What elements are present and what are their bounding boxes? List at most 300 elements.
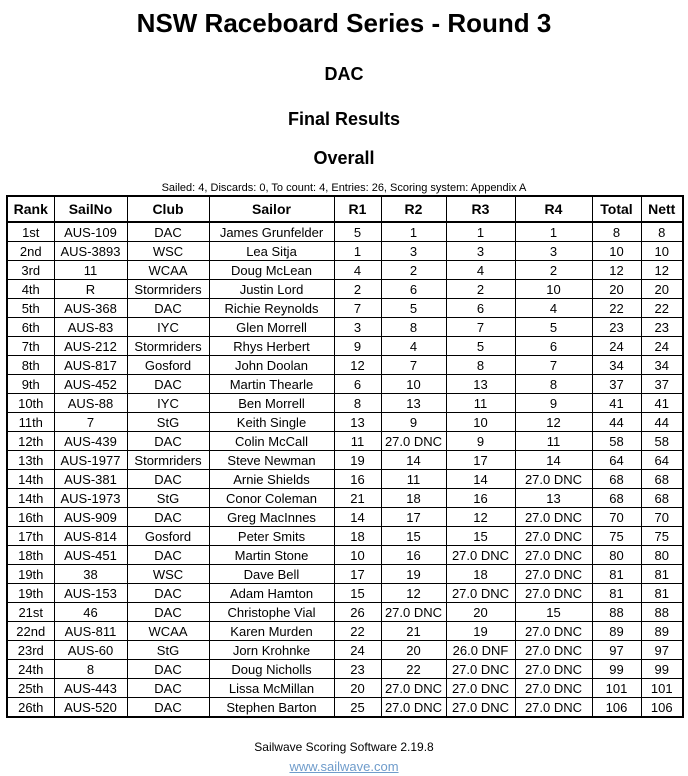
cell-sailor: Peter Smits	[209, 527, 334, 546]
table-row	[7, 318, 683, 337]
cell-r3: 27.0 DNC	[446, 584, 515, 603]
cell-club: WCAA	[127, 622, 209, 641]
cell-club: Gosford	[127, 356, 209, 375]
cell-rank: 5th	[7, 299, 54, 318]
cell-total: 22	[592, 299, 641, 318]
cell-r1: 18	[334, 527, 381, 546]
page-title: NSW Raceboard Series - Round 3	[136, 8, 552, 38]
cell-r3: 2	[446, 280, 515, 299]
cell-sailno: AUS-83	[54, 318, 127, 337]
cell-nett: 88	[641, 603, 683, 622]
cell-club: WSC	[127, 565, 209, 584]
cell-r3: 11	[446, 394, 515, 413]
cell-total: 70	[592, 508, 641, 527]
cell-r3: 6	[446, 299, 515, 318]
cell-nett: 99	[641, 660, 683, 679]
cell-sailno: 46	[54, 603, 127, 622]
cell-sailno: AUS-153	[54, 584, 127, 603]
cell-r4: 13	[515, 489, 592, 508]
cell-r1: 8	[334, 394, 381, 413]
cell-nett: 70	[641, 508, 683, 527]
cell-sailno: AUS-443	[54, 679, 127, 698]
cell-r2: 27.0 DNC	[381, 679, 446, 698]
cell-club: WCAA	[127, 261, 209, 280]
cell-nett: 89	[641, 622, 683, 641]
cell-total: 34	[592, 356, 641, 375]
cell-r2: 27.0 DNC	[381, 698, 446, 718]
table-row	[7, 261, 683, 280]
table-row	[7, 546, 683, 565]
cell-club: Stormriders	[127, 451, 209, 470]
cell-club: DAC	[127, 584, 209, 603]
cell-sailno: 11	[54, 261, 127, 280]
table-row	[7, 622, 683, 641]
cell-sailno: AUS-212	[54, 337, 127, 356]
cell-r2: 27.0 DNC	[381, 603, 446, 622]
cell-total: 89	[592, 622, 641, 641]
cell-total: 88	[592, 603, 641, 622]
column-header-r2: R2	[381, 196, 446, 222]
cell-r4: 10	[515, 280, 592, 299]
cell-r4: 27.0 DNC	[515, 508, 592, 527]
cell-club: Gosford	[127, 527, 209, 546]
cell-club: DAC	[127, 603, 209, 622]
cell-r4: 2	[515, 261, 592, 280]
cell-r1: 23	[334, 660, 381, 679]
cell-r1: 14	[334, 508, 381, 527]
cell-r4: 27.0 DNC	[515, 527, 592, 546]
cell-club: StG	[127, 489, 209, 508]
cell-sailor: Doug Nicholls	[209, 660, 334, 679]
cell-r1: 4	[334, 261, 381, 280]
cell-nett: 20	[641, 280, 683, 299]
table-row	[7, 565, 683, 584]
cell-sailno: AUS-1977	[54, 451, 127, 470]
cell-rank: 13th	[7, 451, 54, 470]
cell-sailor: John Doolan	[209, 356, 334, 375]
cell-r3: 5	[446, 337, 515, 356]
cell-r2: 16	[381, 546, 446, 565]
cell-sailor: Richie Reynolds	[209, 299, 334, 318]
cell-club: IYC	[127, 318, 209, 337]
cell-r1: 6	[334, 375, 381, 394]
cell-sailor: Christophe Vial	[209, 603, 334, 622]
cell-r3: 27.0 DNC	[446, 679, 515, 698]
cell-sailor: Lea Sitja	[209, 242, 334, 261]
cell-total: 44	[592, 413, 641, 432]
results-table-header-row	[7, 196, 683, 222]
cell-r4: 27.0 DNC	[515, 679, 592, 698]
cell-r2: 18	[381, 489, 446, 508]
cell-sailor: Karen Murden	[209, 622, 334, 641]
cell-r1: 25	[334, 698, 381, 718]
cell-rank: 2nd	[7, 242, 54, 261]
cell-sailno: 8	[54, 660, 127, 679]
cell-r1: 26	[334, 603, 381, 622]
cell-rank: 6th	[7, 318, 54, 337]
cell-r1: 7	[334, 299, 381, 318]
cell-rank: 11th	[7, 413, 54, 432]
cell-nett: 106	[641, 698, 683, 718]
table-row	[7, 451, 683, 470]
cell-r4: 14	[515, 451, 592, 470]
cell-club: DAC	[127, 375, 209, 394]
cell-rank: 22nd	[7, 622, 54, 641]
cell-nett: 64	[641, 451, 683, 470]
cell-nett: 24	[641, 337, 683, 356]
table-row	[7, 413, 683, 432]
page-footer	[0, 740, 688, 776]
cell-r2: 5	[381, 299, 446, 318]
column-header-r1: R1	[334, 196, 381, 222]
cell-r4: 27.0 DNC	[515, 660, 592, 679]
cell-nett: 12	[641, 261, 683, 280]
cell-r1: 11	[334, 432, 381, 451]
cell-r4: 1	[515, 222, 592, 242]
cell-rank: 7th	[7, 337, 54, 356]
cell-total: 68	[592, 470, 641, 489]
cell-sailno: AUS-88	[54, 394, 127, 413]
cell-r3: 9	[446, 432, 515, 451]
cell-r4: 4	[515, 299, 592, 318]
cell-sailor: Martin Stone	[209, 546, 334, 565]
cell-r3: 27.0 DNC	[446, 546, 515, 565]
cell-r3: 27.0 DNC	[446, 698, 515, 718]
cell-sailno: AUS-1973	[54, 489, 127, 508]
cell-rank: 26th	[7, 698, 54, 718]
cell-club: Stormriders	[127, 280, 209, 299]
cell-r3: 4	[446, 261, 515, 280]
table-row	[7, 432, 683, 451]
cell-sailor: Steve Newman	[209, 451, 334, 470]
cell-r2: 2	[381, 261, 446, 280]
cell-total: 75	[592, 527, 641, 546]
cell-club: DAC	[127, 679, 209, 698]
table-row	[7, 527, 683, 546]
cell-r3: 16	[446, 489, 515, 508]
cell-r1: 12	[334, 356, 381, 375]
cell-total: 97	[592, 641, 641, 660]
cell-total: 106	[592, 698, 641, 718]
cell-club: DAC	[127, 698, 209, 718]
series-summary: Sailed: 4, Discards: 0, To count: 4, Entries: 26, Scoring system: Appendix A	[161, 182, 527, 194]
event-name: DAC	[324, 64, 364, 84]
cell-club: Stormriders	[127, 337, 209, 356]
cell-r3: 27.0 DNC	[446, 660, 515, 679]
cell-sailor: Lissa McMillan	[209, 679, 334, 698]
cell-nett: 81	[641, 584, 683, 603]
cell-total: 24	[592, 337, 641, 356]
cell-club: DAC	[127, 660, 209, 679]
cell-r1: 1	[334, 242, 381, 261]
table-row	[7, 299, 683, 318]
cell-total: 37	[592, 375, 641, 394]
table-row	[7, 394, 683, 413]
cell-sailno: R	[54, 280, 127, 299]
cell-r2: 27.0 DNC	[381, 432, 446, 451]
cell-sailno: AUS-439	[54, 432, 127, 451]
results-table-body	[7, 222, 683, 717]
cell-club: DAC	[127, 546, 209, 565]
cell-total: 68	[592, 489, 641, 508]
cell-rank: 4th	[7, 280, 54, 299]
cell-r4: 27.0 DNC	[515, 565, 592, 584]
cell-r2: 22	[381, 660, 446, 679]
cell-r4: 11	[515, 432, 592, 451]
cell-nett: 44	[641, 413, 683, 432]
cell-r2: 20	[381, 641, 446, 660]
cell-r4: 27.0 DNC	[515, 698, 592, 718]
cell-r1: 15	[334, 584, 381, 603]
cell-r3: 7	[446, 318, 515, 337]
cell-rank: 23rd	[7, 641, 54, 660]
cell-r4: 27.0 DNC	[515, 470, 592, 489]
cell-sailor: Jorn Krohnke	[209, 641, 334, 660]
cell-sailno: AUS-909	[54, 508, 127, 527]
cell-total: 64	[592, 451, 641, 470]
cell-r4: 15	[515, 603, 592, 622]
cell-nett: 37	[641, 375, 683, 394]
table-row	[7, 470, 683, 489]
column-header-r4: R4	[515, 196, 592, 222]
cell-sailor: Rhys Herbert	[209, 337, 334, 356]
table-row	[7, 280, 683, 299]
column-header-rank: Rank	[7, 196, 54, 222]
cell-r1: 10	[334, 546, 381, 565]
column-header-club: Club	[127, 196, 209, 222]
cell-total: 101	[592, 679, 641, 698]
cell-sailor: Martin Thearle	[209, 375, 334, 394]
cell-club: DAC	[127, 470, 209, 489]
cell-r4: 27.0 DNC	[515, 622, 592, 641]
cell-total: 81	[592, 584, 641, 603]
table-row	[7, 242, 683, 261]
cell-nett: 97	[641, 641, 683, 660]
cell-r4: 27.0 DNC	[515, 584, 592, 603]
cell-r4: 9	[515, 394, 592, 413]
cell-r1: 22	[334, 622, 381, 641]
cell-r1: 9	[334, 337, 381, 356]
cell-rank: 9th	[7, 375, 54, 394]
cell-r3: 8	[446, 356, 515, 375]
cell-sailno: AUS-452	[54, 375, 127, 394]
cell-rank: 8th	[7, 356, 54, 375]
cell-r2: 21	[381, 622, 446, 641]
column-header-total: Total	[592, 196, 641, 222]
cell-club: DAC	[127, 222, 209, 242]
cell-club: DAC	[127, 299, 209, 318]
cell-r3: 17	[446, 451, 515, 470]
cell-nett: 22	[641, 299, 683, 318]
cell-total: 8	[592, 222, 641, 242]
cell-r2: 17	[381, 508, 446, 527]
cell-rank: 14th	[7, 470, 54, 489]
cell-r3: 18	[446, 565, 515, 584]
cell-club: StG	[127, 641, 209, 660]
table-row	[7, 356, 683, 375]
cell-r2: 4	[381, 337, 446, 356]
cell-r2: 12	[381, 584, 446, 603]
cell-sailno: AUS-60	[54, 641, 127, 660]
cell-rank: 12th	[7, 432, 54, 451]
cell-rank: 3rd	[7, 261, 54, 280]
cell-r2: 9	[381, 413, 446, 432]
cell-sailor: Greg MacInnes	[209, 508, 334, 527]
cell-club: WSC	[127, 242, 209, 261]
cell-r1: 13	[334, 413, 381, 432]
cell-total: 10	[592, 242, 641, 261]
cell-nett: 8	[641, 222, 683, 242]
cell-r2: 6	[381, 280, 446, 299]
cell-r4: 27.0 DNC	[515, 641, 592, 660]
table-row	[7, 660, 683, 679]
cell-sailno: AUS-817	[54, 356, 127, 375]
cell-sailor: Dave Bell	[209, 565, 334, 584]
cell-r2: 14	[381, 451, 446, 470]
cell-rank: 19th	[7, 584, 54, 603]
cell-r4: 5	[515, 318, 592, 337]
cell-r3: 20	[446, 603, 515, 622]
cell-sailor: Colin McCall	[209, 432, 334, 451]
cell-rank: 19th	[7, 565, 54, 584]
cell-r4: 7	[515, 356, 592, 375]
table-row	[7, 489, 683, 508]
cell-r1: 16	[334, 470, 381, 489]
table-row	[7, 508, 683, 527]
cell-sailno: AUS-368	[54, 299, 127, 318]
cell-r3: 19	[446, 622, 515, 641]
cell-total: 20	[592, 280, 641, 299]
cell-r1: 2	[334, 280, 381, 299]
cell-club: StG	[127, 413, 209, 432]
cell-nett: 75	[641, 527, 683, 546]
cell-r2: 19	[381, 565, 446, 584]
cell-nett: 10	[641, 242, 683, 261]
cell-sailor: Arnie Shields	[209, 470, 334, 489]
cell-r1: 5	[334, 222, 381, 242]
cell-sailor: Keith Single	[209, 413, 334, 432]
cell-r2: 1	[381, 222, 446, 242]
cell-r3: 12	[446, 508, 515, 527]
cell-nett: 68	[641, 489, 683, 508]
cell-total: 99	[592, 660, 641, 679]
cell-rank: 14th	[7, 489, 54, 508]
cell-sailno: 7	[54, 413, 127, 432]
cell-sailno: AUS-109	[54, 222, 127, 242]
cell-r2: 11	[381, 470, 446, 489]
cell-club: IYC	[127, 394, 209, 413]
cell-sailno: AUS-811	[54, 622, 127, 641]
cell-r3: 1	[446, 222, 515, 242]
cell-r3: 14	[446, 470, 515, 489]
cell-sailor: Ben Morrell	[209, 394, 334, 413]
cell-sailno: AUS-3893	[54, 242, 127, 261]
cell-r3: 26.0 DNF	[446, 641, 515, 660]
cell-nett: 68	[641, 470, 683, 489]
cell-r2: 13	[381, 394, 446, 413]
cell-sailor: James Grunfelder	[209, 222, 334, 242]
cell-r3: 10	[446, 413, 515, 432]
cell-club: DAC	[127, 508, 209, 527]
cell-r2: 3	[381, 242, 446, 261]
cell-rank: 10th	[7, 394, 54, 413]
cell-club: DAC	[127, 432, 209, 451]
table-row	[7, 641, 683, 660]
cell-r1: 3	[334, 318, 381, 337]
cell-r1: 17	[334, 565, 381, 584]
cell-r2: 7	[381, 356, 446, 375]
cell-total: 81	[592, 565, 641, 584]
cell-r1: 20	[334, 679, 381, 698]
cell-nett: 101	[641, 679, 683, 698]
cell-sailor: Justin Lord	[209, 280, 334, 299]
table-row	[7, 222, 683, 242]
cell-rank: 1st	[7, 222, 54, 242]
table-row	[7, 698, 683, 718]
cell-r4: 27.0 DNC	[515, 546, 592, 565]
cell-r4: 8	[515, 375, 592, 394]
cell-sailor: Glen Morrell	[209, 318, 334, 337]
cell-sailor: Doug McLean	[209, 261, 334, 280]
cell-r2: 15	[381, 527, 446, 546]
cell-nett: 80	[641, 546, 683, 565]
cell-sailno: 38	[54, 565, 127, 584]
software-credit: Sailwave Scoring Software 2.19.8	[254, 740, 434, 754]
cell-sailno: AUS-381	[54, 470, 127, 489]
cell-r2: 8	[381, 318, 446, 337]
cell-r3: 3	[446, 242, 515, 261]
cell-r3: 15	[446, 527, 515, 546]
cell-sailno: AUS-520	[54, 698, 127, 718]
cell-r4: 3	[515, 242, 592, 261]
cell-rank: 24th	[7, 660, 54, 679]
column-header-nett: Nett	[641, 196, 683, 222]
cell-rank: 21st	[7, 603, 54, 622]
cell-sailno: AUS-451	[54, 546, 127, 565]
cell-r1: 19	[334, 451, 381, 470]
cell-r1: 24	[334, 641, 381, 660]
cell-sailor: Stephen Barton	[209, 698, 334, 718]
cell-r2: 10	[381, 375, 446, 394]
cell-sailno: AUS-814	[54, 527, 127, 546]
cell-total: 80	[592, 546, 641, 565]
cell-rank: 16th	[7, 508, 54, 527]
cell-r4: 12	[515, 413, 592, 432]
cell-rank: 25th	[7, 679, 54, 698]
results-page	[0, 8, 688, 773]
results-table	[6, 195, 684, 718]
column-header-sailno: SailNo	[54, 196, 127, 222]
column-header-sailor: Sailor	[209, 196, 334, 222]
cell-rank: 17th	[7, 527, 54, 546]
table-row	[7, 337, 683, 356]
cell-r3: 13	[446, 375, 515, 394]
cell-total: 23	[592, 318, 641, 337]
cell-r1: 21	[334, 489, 381, 508]
cell-total: 58	[592, 432, 641, 451]
cell-rank: 18th	[7, 546, 54, 565]
cell-total: 12	[592, 261, 641, 280]
section-title: Overall	[313, 148, 375, 168]
cell-total: 41	[592, 394, 641, 413]
cell-sailor: Conor Coleman	[209, 489, 334, 508]
table-row	[7, 679, 683, 698]
table-row	[7, 603, 683, 622]
sailwave-link[interactable]: www.sailwave.com	[289, 759, 399, 774]
cell-sailor: Adam Hamton	[209, 584, 334, 603]
cell-nett: 23	[641, 318, 683, 337]
cell-nett: 34	[641, 356, 683, 375]
